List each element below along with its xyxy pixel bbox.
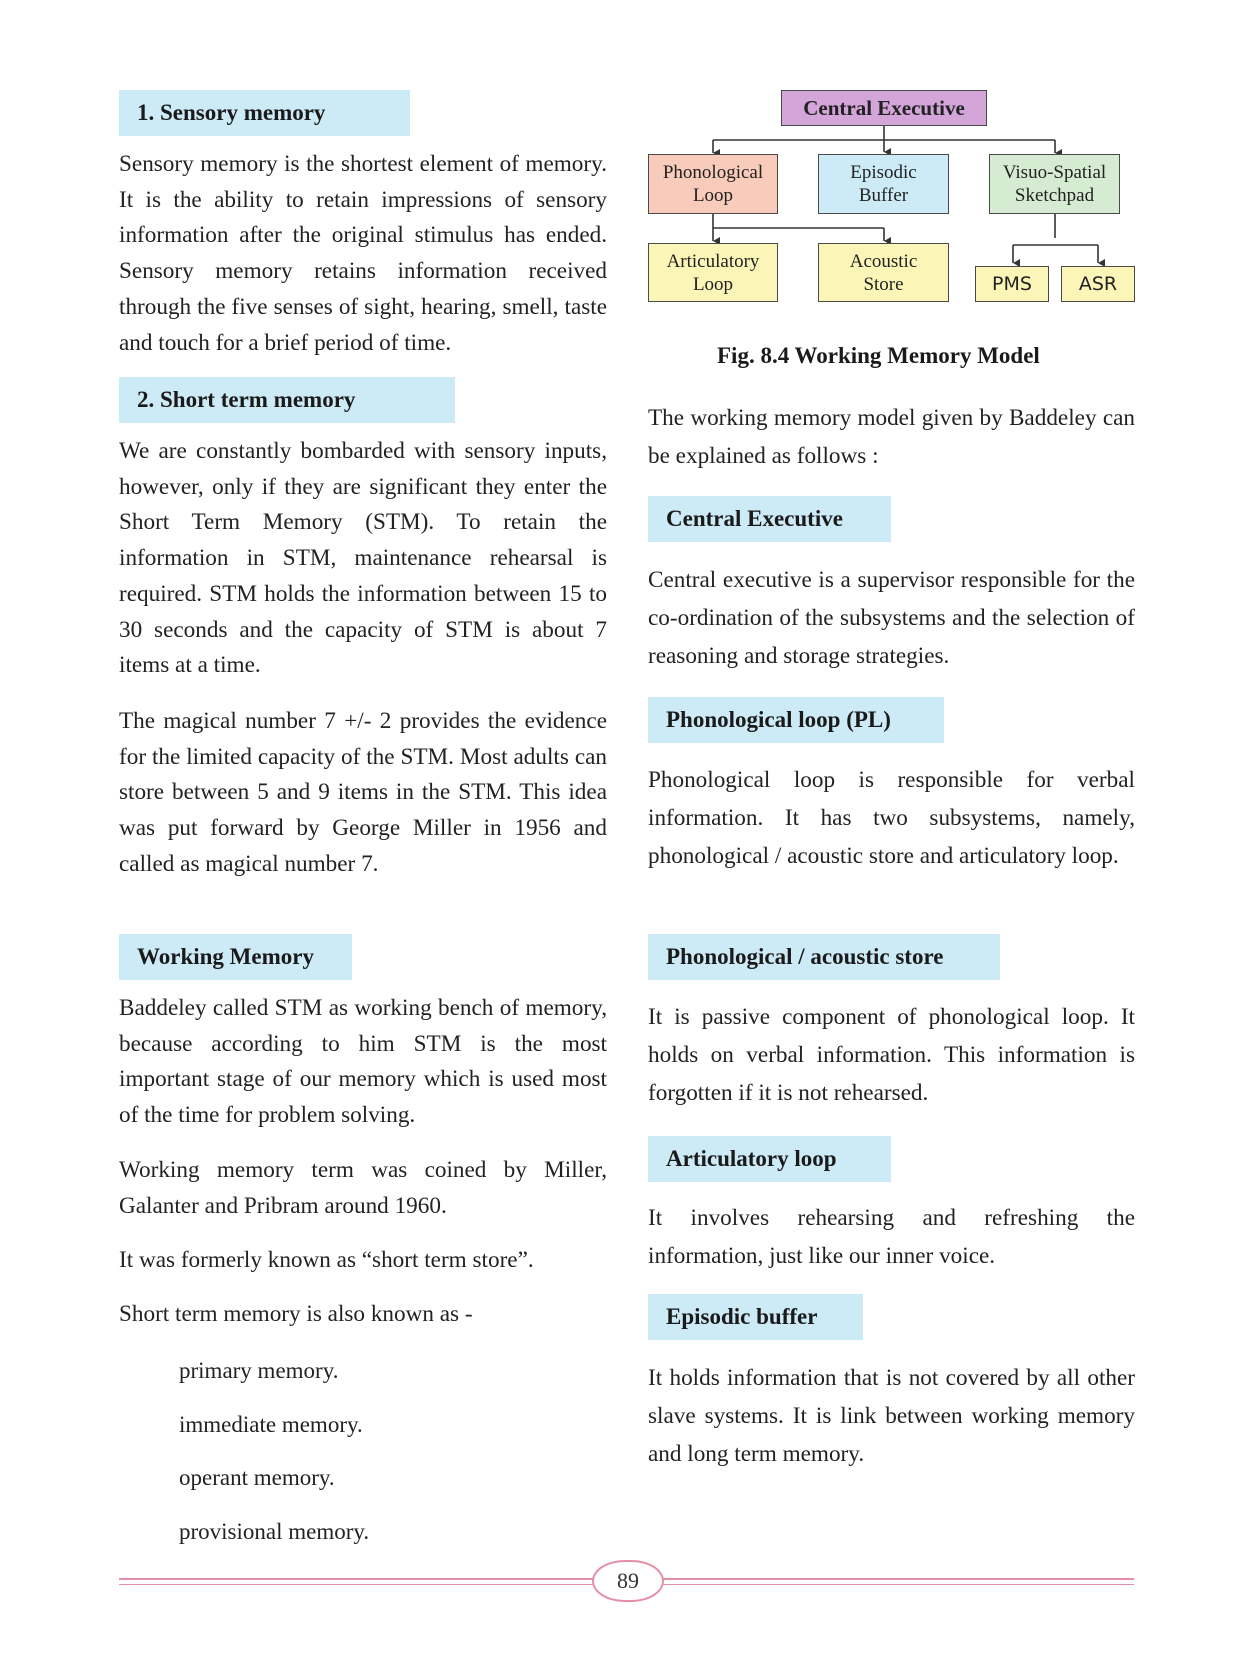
page-number: 89 <box>617 1568 639 1593</box>
asr-box <box>1061 266 1135 302</box>
heading-sensory-memory: 1. Sensory memory <box>119 90 410 136</box>
articulatory-loop-label-1: Articulatory <box>666 250 760 272</box>
heading-working-memory: Working Memory <box>119 934 352 980</box>
paragraph-stm-intro: We are constantly bombarded with sensory inputs, however, only if they are significant they enter the Short Term Memory (STM). To retain the information in STM, maintenance rehearsal is required. STM holds the information between 15 to 30 seconds and the capacity of STM is about 7 items at a time. <box>119 438 607 679</box>
paragraph-also-known: Short term memory is also known as - <box>119 1301 473 1327</box>
phonological-loop-label-1: Phonological <box>662 162 764 183</box>
page-number-badge <box>592 1560 664 1602</box>
list-item: operant memory. <box>179 1465 335 1490</box>
episodic-buffer-box <box>818 154 949 214</box>
paragraph-coined: Working memory term was coined by Miller, Galanter and Pribram around 1960. <box>119 1157 607 1219</box>
paragraph-acoustic-store: It is passive component of phonological loop. It holds on verbal information. This information is forgotten if it is not rehearsed. <box>648 1004 1135 1106</box>
figure-caption: Fig. 8.4 Working Memory Model <box>717 343 1040 368</box>
paragraph-central-executive: Central executive is a supervisor responsible for the co-ordination of the subsystems and the selection of reasoning and storage strategies. <box>648 567 1135 669</box>
heading-acoustic-store: Phonological / acoustic store <box>648 934 1000 980</box>
paragraph-model-intro: The working memory model given by Baddeley can be explained as follows : <box>648 405 1135 469</box>
episodic-buffer-label-2: Buffer <box>858 185 909 206</box>
heading-central-executive: Central Executive <box>648 496 891 542</box>
phonological-loop-label-2: Loop <box>692 185 734 206</box>
acoustic-store-box <box>818 243 949 302</box>
heading-articulatory-loop: Articulatory loop <box>648 1136 891 1182</box>
pms-label: PMS <box>992 272 1032 295</box>
articulatory-loop-box <box>648 243 778 302</box>
paragraph-episodic-buffer: It holds information that is not covered by all other slave systems. It is link between working memory and long term memory. <box>648 1365 1135 1467</box>
heading-phonological-loop: Phonological loop (PL) <box>648 697 944 743</box>
visuo-spatial-sketchpad-box <box>989 154 1120 214</box>
paragraph-articulatory-loop: It involves rehearsing and refreshing the information, just like our inner voice. <box>648 1205 1135 1269</box>
visuo-spatial-label-1: Visuo-Spatial <box>1002 162 1107 183</box>
list-item: immediate memory. <box>179 1412 363 1437</box>
articulatory-loop-label-2: Loop <box>692 273 734 295</box>
phonological-loop-box <box>648 154 778 214</box>
acoustic-store-label-2: Store <box>863 273 904 295</box>
central-executive-box <box>781 90 987 126</box>
list-item: primary memory. <box>179 1358 339 1383</box>
heading-episodic-buffer: Episodic buffer <box>648 1294 863 1340</box>
heading-short-term-memory: 2. Short term memory <box>119 377 455 423</box>
acoustic-store-label-1: Acoustic <box>849 250 918 272</box>
episodic-buffer-label-1: Episodic <box>850 162 917 183</box>
paragraph-magical-number: The magical number 7 +/- 2 provides the evidence for the limited capacity of the STM. Most adults can store between 5 and 9 items in the STM. This idea was put forward by George Miller in 1956 and called as magical number 7. <box>119 708 607 877</box>
paragraph-sensory-memory: Sensory memory is the shortest element of memory. It is the ability to retain impressions of sensory information after the original stimulus has ended. Sensory memory retains information received through the five senses of sight, hearing, smell, taste and touch for a brief period of time. <box>119 151 607 356</box>
paragraph-formerly: It was formerly known as “short term store”. <box>119 1247 534 1273</box>
central-executive-label: Central Executive <box>803 95 965 120</box>
visuo-spatial-label-2: Sketchpad <box>1014 185 1095 206</box>
asr-label: ASR <box>1078 272 1118 295</box>
pms-box <box>975 266 1049 302</box>
list-item: provisional memory. <box>179 1519 370 1544</box>
paragraph-phonological-loop: Phonological loop is responsible for verbal information. It has two subsystems, namely, phonological / acoustic store and articulatory loop. <box>648 767 1135 869</box>
paragraph-baddeley: Baddeley called STM as working bench of memory, because according to him STM is the most important stage of our memory which is used most of the time for problem solving. <box>119 995 607 1129</box>
